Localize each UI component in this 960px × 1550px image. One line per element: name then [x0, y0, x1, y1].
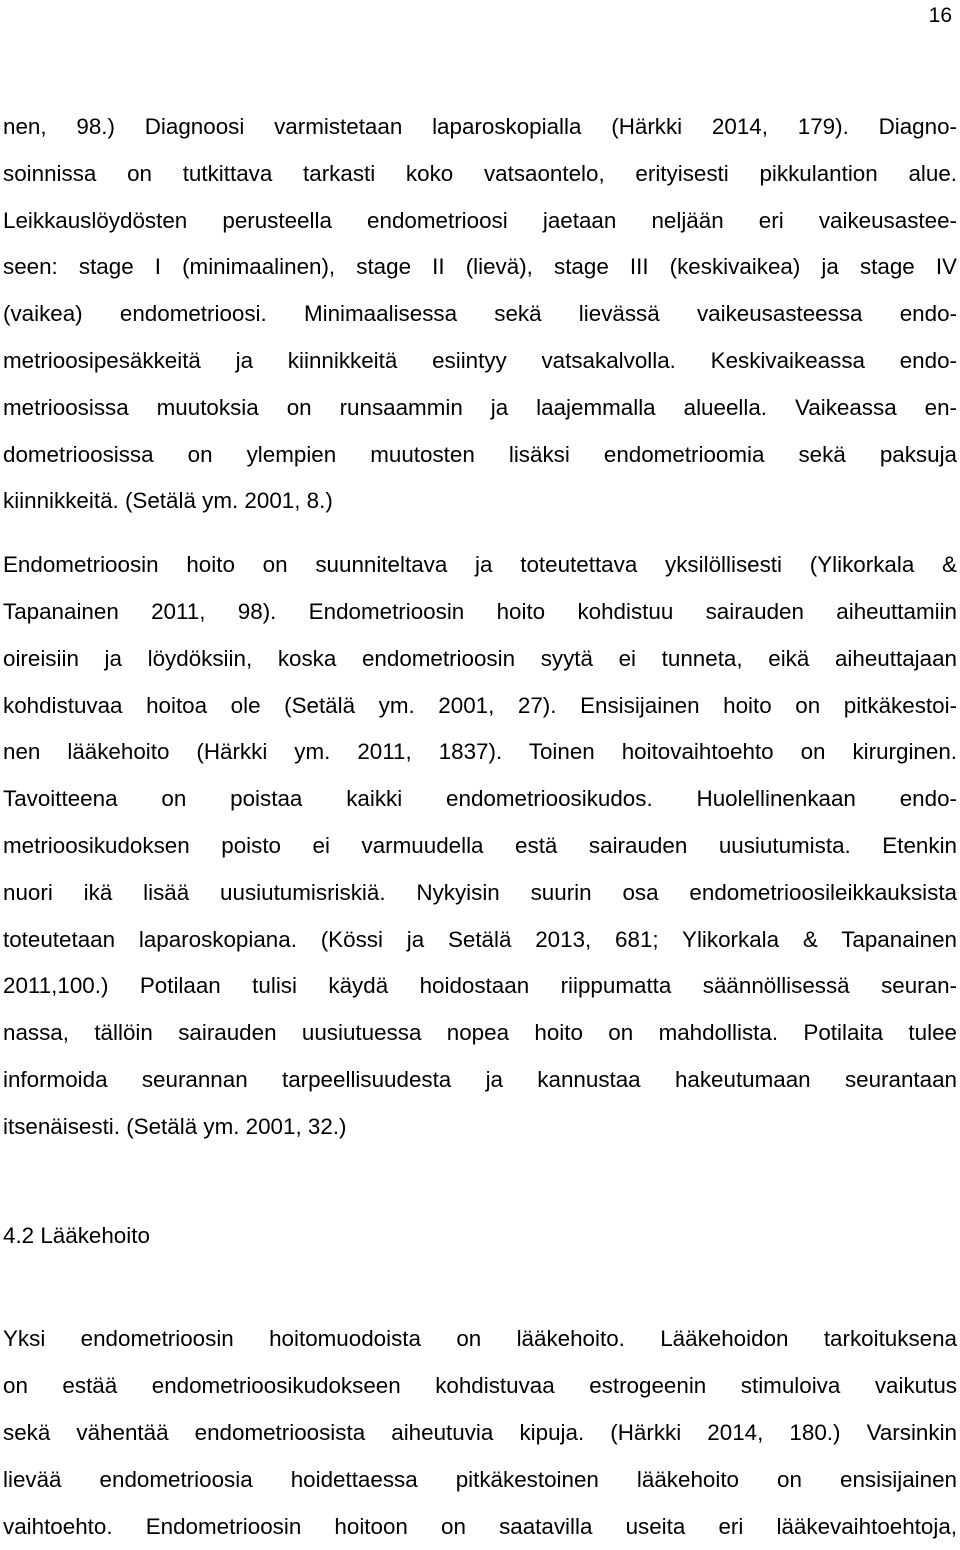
paragraph-diagnosis [3, 104, 957, 525]
paragraph-treatment [3, 542, 957, 1150]
text-line: Yksi endometrioosin hoitomuodoista on lääkehoito. Lääkehoidon tarkoituksena [3, 1326, 957, 1352]
text-line: seen: stage I (minimaalinen), stage II (lievä), stage III (keskivaikea) ja stage IV [3, 254, 957, 280]
text-line: metrioosikudoksen poisto ei varmuudella estä sairauden uusiutumista. Etenkin [3, 832, 957, 858]
document-body [3, 104, 957, 1550]
text-line: nen lääkehoito (Härkki ym. 2011, 1837). Toinen hoitovaihtoehto on kirurginen. [3, 739, 957, 765]
text-line: itsenäisesti. (Setälä ym. 2001, 32.) [3, 1113, 347, 1139]
page-number: 16 [928, 4, 952, 27]
text-line: vaihtoehto. Endometrioosin hoitoon on saatavilla useita eri lääkevaihtoehtoja, [3, 1513, 957, 1539]
text-line: nuori ikä lisää uusiutumisriskiä. Nykyisin suurin osa endometrioosileikkauksista [3, 879, 957, 905]
text-line: toteutetaan laparoskopiana. (Kössi ja Setälä 2013, 681; Ylikorkala & Tapanainen [3, 926, 957, 952]
text-line: soinnissa on tutkittava tarkasti koko vatsaontelo, erityisesti pikkulantion alue. [3, 160, 957, 186]
text-line: Endometrioosin hoito on suunniteltava ja toteutettava yksilöllisesti (Ylikorkala & [3, 552, 957, 578]
text-line: nassa, tällöin sairauden uusiutuessa nopea hoito on mahdollista. Potilaita tulee [3, 1020, 957, 1046]
text-line: metrioosipesäkkeitä ja kiinnikkeitä esiintyy vatsakalvolla. Keskivaikeassa endo- [3, 347, 957, 373]
text-line: nen, 98.) Diagnoosi varmistetaan laparoskopialla (Härkki 2014, 179). Diagno- [3, 114, 957, 139]
text-line: Leikkauslöydösten perusteella endometrioosi jaetaan neljään eri vaikeusastee- [3, 207, 957, 233]
text-line: informoida seurannan tarpeellisuudesta ja kannustaa hakeutumaan seurantaan [3, 1066, 957, 1092]
section-heading: 4.2 Lääkehoito [3, 1222, 150, 1248]
text-line: lievää endometrioosia hoidettaessa pitkäkestoinen lääkehoito on ensisijainen [3, 1466, 957, 1492]
text-line: oireisiin ja löydöksiin, koska endometrioosin syytä ei tunneta, eikä aiheuttajaan [3, 645, 957, 671]
text-line: kiinnikkeitä. (Setälä ym. 2001, 8.) [3, 488, 333, 514]
text-line: Tapanainen 2011, 98). Endometrioosin hoito kohdistuu sairauden aiheuttamiin [3, 598, 957, 624]
text-line: dometrioosissa on ylempien muutosten lisäksi endometrioomia sekä paksuja [3, 441, 957, 467]
text-line: Tavoitteena on poistaa kaikki endometrioosikudos. Huolellinenkaan endo- [3, 786, 957, 812]
paragraph-medication [3, 1316, 957, 1550]
text-line: kohdistuvaa hoitoa ole (Setälä ym. 2001, 27). Ensisijainen hoito on pitkäkestoi- [3, 692, 957, 718]
text-line: 2011,100.) Potilaan tulisi käydä hoidostaan riippumatta säännöllisessä seuran- [3, 973, 957, 999]
text-line: (vaikea) endometrioosi. Minimaalisessa sekä lievässä vaikeusasteessa endo- [3, 301, 957, 327]
text-line: metrioosissa muutoksia on runsaammin ja laajemmalla alueella. Vaikeassa en- [3, 394, 957, 420]
text-line: on estää endometrioosikudokseen kohdistuvaa estrogeenin stimuloiva vaikutus [3, 1373, 957, 1399]
text-line: sekä vähentää endometrioosista aiheutuvia kipuja. (Härkki 2014, 180.) Varsinkin [3, 1419, 957, 1445]
